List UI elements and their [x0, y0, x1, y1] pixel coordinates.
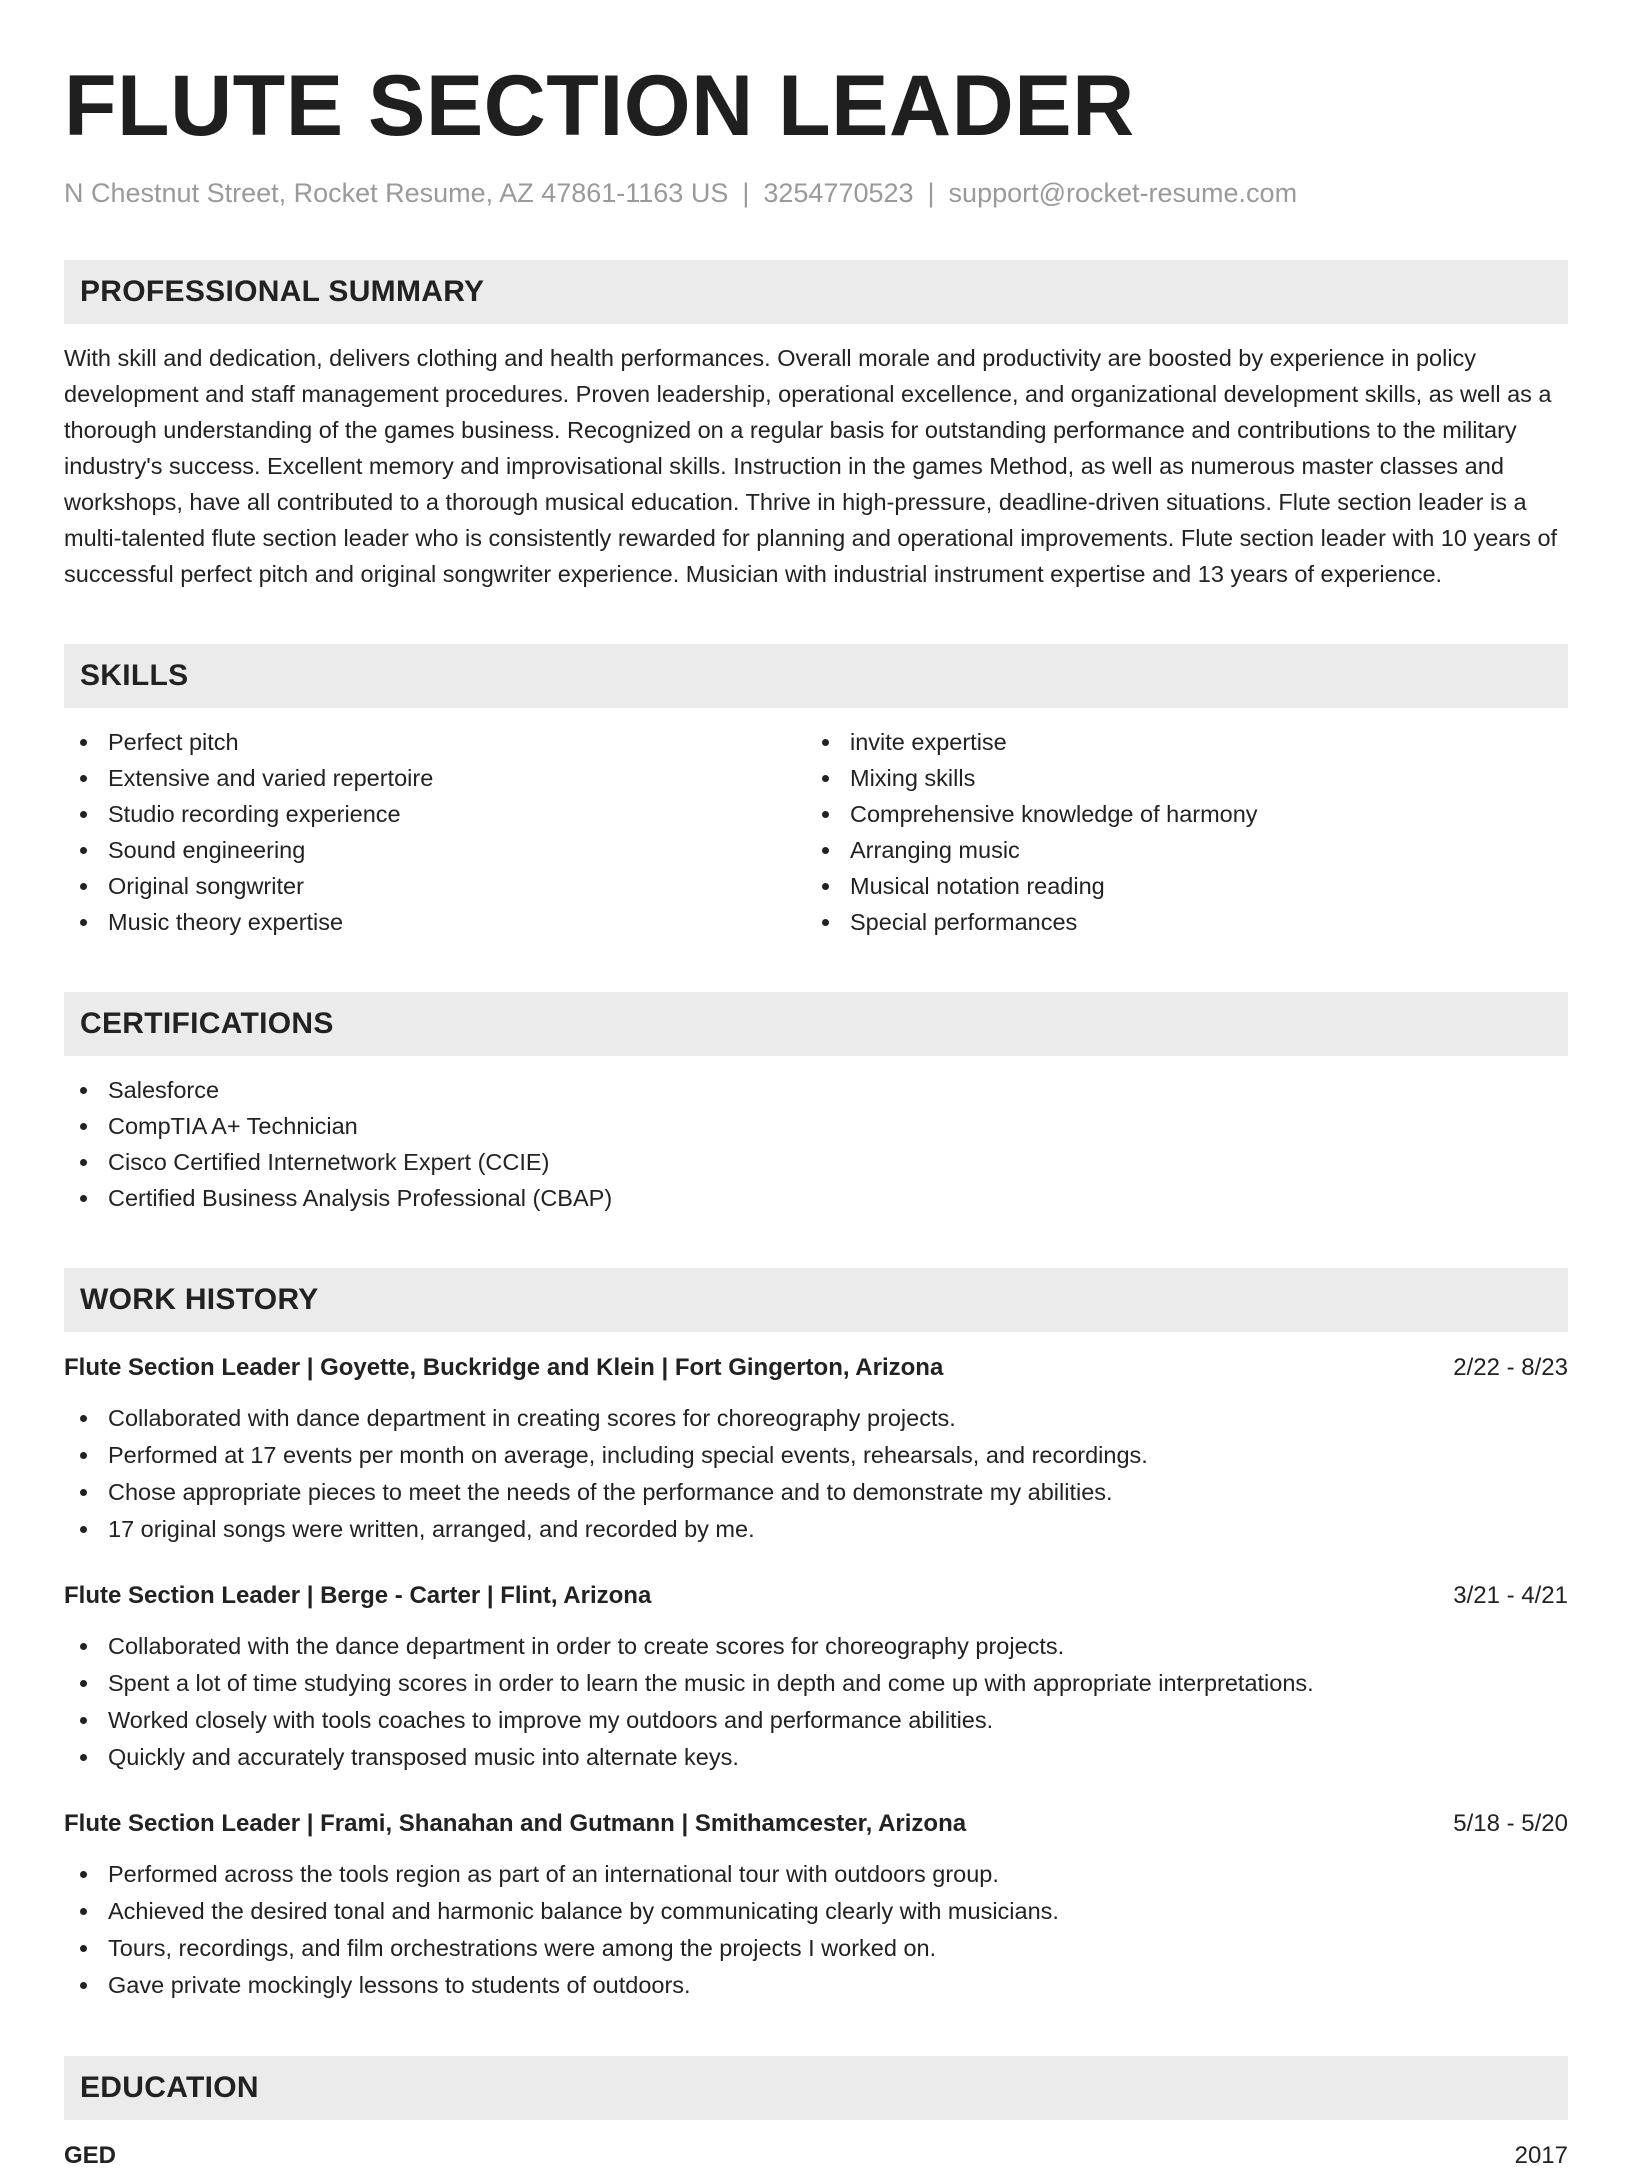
- candidate-name: FLUTE SECTION LEADER: [64, 58, 1135, 154]
- job-title: Flute Section Leader | Berge - Carter | Flint, Arizona: [64, 1582, 652, 1609]
- certifications-list: [64, 1072, 1568, 1216]
- certifications-heading: CERTIFICATIONS: [64, 992, 1568, 1056]
- skill-item: Arranging music: [806, 832, 1548, 868]
- job-bullet: Achieved the desired tonal and harmonic balance by communicating clearly with musicians.: [64, 1893, 1568, 1930]
- job-entry: [64, 1578, 1568, 1776]
- skill-item: Music theory expertise: [64, 904, 806, 940]
- job-bullets: [64, 1856, 1568, 2004]
- skill-item: Extensive and varied repertoire: [64, 760, 806, 796]
- work-history-heading: WORK HISTORY: [64, 1268, 1568, 1332]
- job-dates: 2/22 - 8/23: [1453, 1354, 1568, 1381]
- job-bullet: Gave private mockingly lessons to students of outdoors.: [64, 1967, 1568, 2004]
- certification-item: Cisco Certified Internetwork Expert (CCIE): [64, 1144, 1568, 1180]
- summary-heading: PROFESSIONAL SUMMARY: [64, 260, 1568, 324]
- skills-heading: SKILLS: [64, 644, 1568, 708]
- skills-column-right: [806, 724, 1548, 940]
- education-year: 2017: [1514, 2142, 1568, 2169]
- skill-item: Original songwriter: [64, 868, 806, 904]
- job-header: [64, 1578, 1568, 1614]
- job-bullet: Worked closely with tools coaches to improve my outdoors and performance abilities.: [64, 1702, 1568, 1739]
- summary-text: With skill and dedication, delivers clothing and health performances. Overall morale and productivity are boosted by experience in policy development and staff management procedures. Proven leadership, operational excellence, and organizational development skills, as well as a thorough understanding of the games business. Recognized on a regular basis for outstanding performance and contributions to the military industry's success. Excellent memory and improvisational skills. Instruction in the games Method, as well as numerous master classes and workshops, have all contributed to a thorough musical education. Thrive in high-pressure, deadline-driven situations. Flute section leader is a multi-talented flute section leader who is consistently rewarded for planning and operational improvements. Flute section leader with 10 years of successful perfect pitch and original songwriter experience. Musician with industrial instrument expertise and 13 years of experience.: [64, 345, 1558, 587]
- job-bullet: Chose appropriate pieces to meet the needs of the performance and to demonstrate my abilities.: [64, 1474, 1568, 1511]
- job-title: Flute Section Leader | Goyette, Buckridge and Klein | Fort Gingerton, Arizona: [64, 1354, 944, 1381]
- education-heading: EDUCATION: [64, 2056, 1568, 2120]
- education-degree: GED: [64, 2142, 117, 2169]
- job-title: Flute Section Leader | Frami, Shanahan and Gutmann | Smithamcester, Arizona: [64, 1810, 967, 1837]
- job-entry: [64, 1350, 1568, 1548]
- skill-item: Studio recording experience: [64, 796, 806, 832]
- job-header: [64, 1806, 1568, 1842]
- job-bullet: Collaborated with the dance department in order to create scores for choreography projects.: [64, 1628, 1568, 1665]
- job-bullets: [64, 1628, 1568, 1776]
- skill-item: Sound engineering: [64, 832, 806, 868]
- job-bullet: Performed across the tools region as part of an international tour with outdoors group.: [64, 1856, 1568, 1893]
- contact-separator: |: [927, 178, 935, 208]
- certification-item: Certified Business Analysis Professional (CBAP): [64, 1180, 1568, 1216]
- skill-item: Perfect pitch: [64, 724, 806, 760]
- skill-item: Musical notation reading: [806, 868, 1548, 904]
- certification-item: Salesforce: [64, 1072, 1568, 1108]
- skill-item: invite expertise: [806, 724, 1548, 760]
- job-bullets: [64, 1400, 1568, 1548]
- job-dates: 3/21 - 4/21: [1453, 1582, 1568, 1609]
- certification-item: CompTIA A+ Technician: [64, 1108, 1568, 1144]
- job-bullet: Performed at 17 events per month on average, including special events, rehearsals, and recordings.: [64, 1437, 1568, 1474]
- skill-item: Special performances: [806, 904, 1548, 940]
- job-header: [64, 1350, 1568, 1386]
- education-entry: [64, 2138, 1568, 2174]
- job-bullet: Collaborated with dance department in creating scores for choreography projects.: [64, 1400, 1568, 1437]
- contact-address: N Chestnut Street, Rocket Resume, AZ 47861-1163 US: [64, 178, 729, 208]
- contact-phone: 3254770523: [763, 178, 914, 208]
- contact-separator: |: [742, 178, 750, 208]
- job-bullet: 17 original songs were written, arranged, and recorded by me.: [64, 1511, 1568, 1548]
- contact-line: [64, 176, 1568, 210]
- job-bullet: Quickly and accurately transposed music into alternate keys.: [64, 1739, 1568, 1776]
- skills-column-left: [64, 724, 806, 940]
- skills-list: [64, 724, 1568, 940]
- skill-item: Mixing skills: [806, 760, 1548, 796]
- job-bullet: Tours, recordings, and film orchestrations were among the projects I worked on.: [64, 1930, 1568, 1967]
- skill-item: Comprehensive knowledge of harmony: [806, 796, 1548, 832]
- job-entry: [64, 1806, 1568, 2004]
- job-dates: 5/18 - 5/20: [1453, 1810, 1568, 1837]
- job-bullet: Spent a lot of time studying scores in order to learn the music in depth and come up with appropriate interpretations.: [64, 1665, 1568, 1702]
- contact-email[interactable]: support@rocket-resume.com: [948, 178, 1298, 208]
